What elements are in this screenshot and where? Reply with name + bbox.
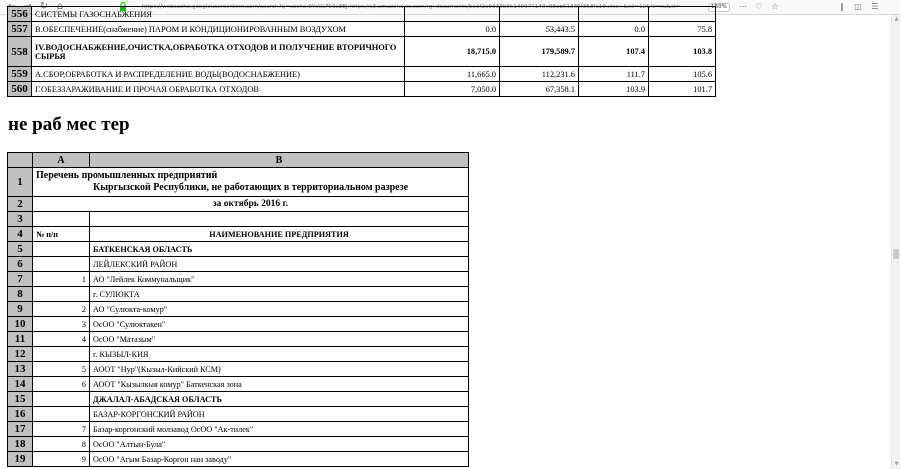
row-number: 5 — [8, 242, 33, 257]
value-cell: 105.6 — [649, 67, 716, 82]
enterprise-number — [33, 392, 90, 407]
indicator-name: А.СБОР,ОБРАБОТКА И РАСПРЕДЕЛЕНИЕ ВОДЫ(ВОДОСНАБЖЕНИЕ) — [32, 67, 405, 82]
row-number: 3 — [8, 212, 33, 227]
enterprise-name: г. СУЛЮКТА — [90, 287, 469, 302]
value-cell: 103.8 — [649, 37, 716, 67]
corner-cell — [8, 153, 33, 168]
row-number: 4 — [8, 227, 33, 242]
row-number: 19 — [8, 452, 33, 467]
value-cell: 111.7 — [579, 67, 649, 82]
value-cell — [405, 7, 500, 22]
table-row — [8, 362, 469, 377]
table-row — [8, 197, 469, 212]
table-row — [8, 302, 469, 317]
value-cell: 11,665.0 — [405, 67, 500, 82]
indicator-name: СИСТЕМЫ ГАЗОСНАБЖЕНИЯ — [32, 7, 405, 22]
table-row — [8, 67, 716, 82]
table-row — [8, 37, 716, 67]
table-row — [8, 7, 716, 22]
row-number: 556 — [8, 7, 32, 22]
more-icon[interactable]: ⋯ — [739, 2, 747, 11]
value-cell: 75.8 — [649, 22, 716, 37]
row-number: 1 — [8, 168, 33, 197]
section-heading: не раб мес тер — [8, 114, 130, 135]
table-row — [8, 82, 716, 97]
header-number: № п/п — [33, 227, 90, 242]
row-number: 11 — [8, 332, 33, 347]
page-actions-icon[interactable]: ⋯ — [689, 2, 697, 11]
enterprise-number: 1 — [33, 272, 90, 287]
table-title-line-1: Перечень промышленных предприятий — [36, 170, 218, 181]
table-row — [8, 22, 716, 37]
column-header-row — [8, 153, 469, 168]
value-cell: 112,231.6 — [500, 67, 579, 82]
row-number: 13 — [8, 362, 33, 377]
scroll-down-arrow-icon[interactable]: ▼ — [894, 461, 899, 467]
indicator-name: В.ОБЕСПЕЧЕНИЕ(снабжение) ПАРОМ И КОНДИЦИОНИРОВАННЫМ ВОЗДУХОМ — [32, 22, 405, 37]
value-cell — [500, 7, 579, 22]
enterprise-name: БАЗАР-КОРГОНСКИЙ РАЙОН — [90, 407, 469, 422]
enterprise-number: 5 — [33, 362, 90, 377]
row-number: 12 — [8, 347, 33, 362]
enterprise-name: ДЖАЛАЛ-АБАДСКАЯ ОБЛАСТЬ — [90, 392, 469, 407]
value-cell: 101.7 — [649, 82, 716, 97]
table-row — [8, 257, 469, 272]
table-row — [8, 347, 469, 362]
row-number: 558 — [8, 37, 32, 67]
column-header-a: A — [33, 153, 90, 168]
row-number: 7 — [8, 272, 33, 287]
enterprise-name: ОсОО "Алтын-Була" — [90, 437, 469, 452]
table-row — [8, 212, 469, 227]
enterprise-name: Базар-коргонский молзавод ОсОО "Ак-тилек" — [90, 422, 469, 437]
enterprise-number — [33, 287, 90, 302]
value-cell: 107.4 — [579, 37, 649, 67]
cell — [90, 212, 469, 227]
enterprise-number: 6 — [33, 377, 90, 392]
value-cell: 0.0 — [405, 22, 500, 37]
row-number: 9 — [8, 302, 33, 317]
value-cell: 67,358.1 — [500, 82, 579, 97]
row-number: 559 — [8, 67, 32, 82]
column-header-b: B — [90, 153, 469, 168]
table-row — [8, 287, 469, 302]
scroll-up-arrow-icon[interactable]: ▲ — [894, 16, 899, 22]
enterprise-number — [33, 347, 90, 362]
cell — [33, 212, 90, 227]
enterprise-number: 3 — [33, 317, 90, 332]
enterprise-number: 8 — [33, 437, 90, 452]
url-text[interactable]: https://webcache.googleusercontent.com/search?q=cache:0YcCLFS9aEEJ:https://s3.amazonaws.com/rgi-documents/be1f2a9333b9b140974140e98ab61386f353fe19.xlsx+&cd=12&hl=ru&ct= — [142, 4, 681, 10]
enterprise-number — [33, 242, 90, 257]
enterprise-name: АО "Лейлек Коммунальщик" — [90, 272, 469, 287]
table-title-line-2: Кыргызской Республики, не работающих в территориальном разрезе — [92, 182, 409, 193]
date-line: за октябрь 2016 г. — [33, 197, 469, 212]
bookmark-star-icon[interactable]: ☆ — [771, 2, 779, 11]
table-row — [8, 407, 469, 422]
statistics-table — [7, 6, 716, 97]
value-cell — [579, 7, 649, 22]
table-row — [8, 452, 469, 467]
enterprise-name: БАТКЕНСКАЯ ОБЛАСТЬ — [90, 242, 469, 257]
enterprise-name: г. КЫЗЫЛ-КИЯ — [90, 347, 469, 362]
enterprise-name: АООТ "Нур"(Кызыл-Кийский КСМ) — [90, 362, 469, 377]
table-title — [33, 168, 469, 197]
row-number: 18 — [8, 437, 33, 452]
value-cell: 179,589.7 — [500, 37, 579, 67]
value-cell — [649, 7, 716, 22]
enterprise-number — [33, 257, 90, 272]
enterprise-name: ОсОО "Матазым" — [90, 332, 469, 347]
sidebar-icon[interactable]: ◫ — [854, 2, 862, 11]
value-cell: 53,443.5 — [500, 22, 579, 37]
table-row — [8, 392, 469, 407]
table-row — [8, 227, 469, 242]
row-number: 8 — [8, 287, 33, 302]
menu-icon[interactable]: ☰ — [871, 2, 879, 11]
value-cell: 7,050.0 — [405, 82, 500, 97]
pocket-icon[interactable]: ♡ — [755, 2, 763, 11]
table-row — [8, 272, 469, 287]
enterprise-name: ОсОО "Сулюктакен" — [90, 317, 469, 332]
row-number: 14 — [8, 377, 33, 392]
table-row — [8, 242, 469, 257]
row-number: 17 — [8, 422, 33, 437]
header-name: НАИМЕНОВАНИЕ ПРЕДПРИЯТИЯ — [90, 227, 469, 242]
enterprise-name: ОсОО "Агым Базар-Коргон нан заводу" — [90, 452, 469, 467]
enterprise-number: 2 — [33, 302, 90, 317]
enterprise-number: 9 — [33, 452, 90, 467]
table-row — [8, 317, 469, 332]
indicator-name: Г.ОБЕЗЗАРАЖИВАНИЕ И ПРОЧАЯ ОБРАБОТКА ОТХОДОВ — [32, 82, 405, 97]
row-number: 557 — [8, 22, 32, 37]
value-cell: 18,715.0 — [405, 37, 500, 67]
row-number: 2 — [8, 197, 33, 212]
row-number: 6 — [8, 257, 33, 272]
table-row — [8, 422, 469, 437]
enterprise-name: АО "Сулюкта-комур" — [90, 302, 469, 317]
enterprise-name: ЛЕЙЛЕКСКИЙ РАЙОН — [90, 257, 469, 272]
row-number: 16 — [8, 407, 33, 422]
value-cell: 103.9 — [579, 82, 649, 97]
home-icon[interactable]: ⌂ — [56, 1, 64, 12]
table-row — [8, 168, 469, 197]
indicator-name: IV.ВОДОСНАБЖЕНИЕ,ОЧИСТКА,ОБРАБОТКА ОТХОДОВ И ПОЛУЧЕНИЕ ВТОРИЧНОГО СЫРЬЯ — [32, 37, 405, 67]
zoom-level-badge[interactable]: 150% — [708, 3, 730, 12]
row-number: 15 — [8, 392, 33, 407]
table-row — [8, 332, 469, 347]
table-row — [8, 437, 469, 452]
enterprise-number: 4 — [33, 332, 90, 347]
row-number: 10 — [8, 317, 33, 332]
row-number: 560 — [8, 82, 32, 97]
enterprise-number — [33, 407, 90, 422]
library-icon[interactable]: ‖ — [840, 2, 844, 11]
enterprise-list-table — [7, 152, 469, 467]
value-cell: 0.0 — [579, 22, 649, 37]
enterprise-number: 7 — [33, 422, 90, 437]
enterprise-name: АООТ "Кызылкыя комур" Баткенская зона — [90, 377, 469, 392]
table-row — [8, 377, 469, 392]
page-content — [0, 8, 891, 469]
scrollbar-thumb[interactable] — [893, 249, 899, 259]
vertical-scrollbar[interactable] — [891, 15, 900, 469]
reload-icon[interactable]: ↻ — [39, 1, 49, 12]
